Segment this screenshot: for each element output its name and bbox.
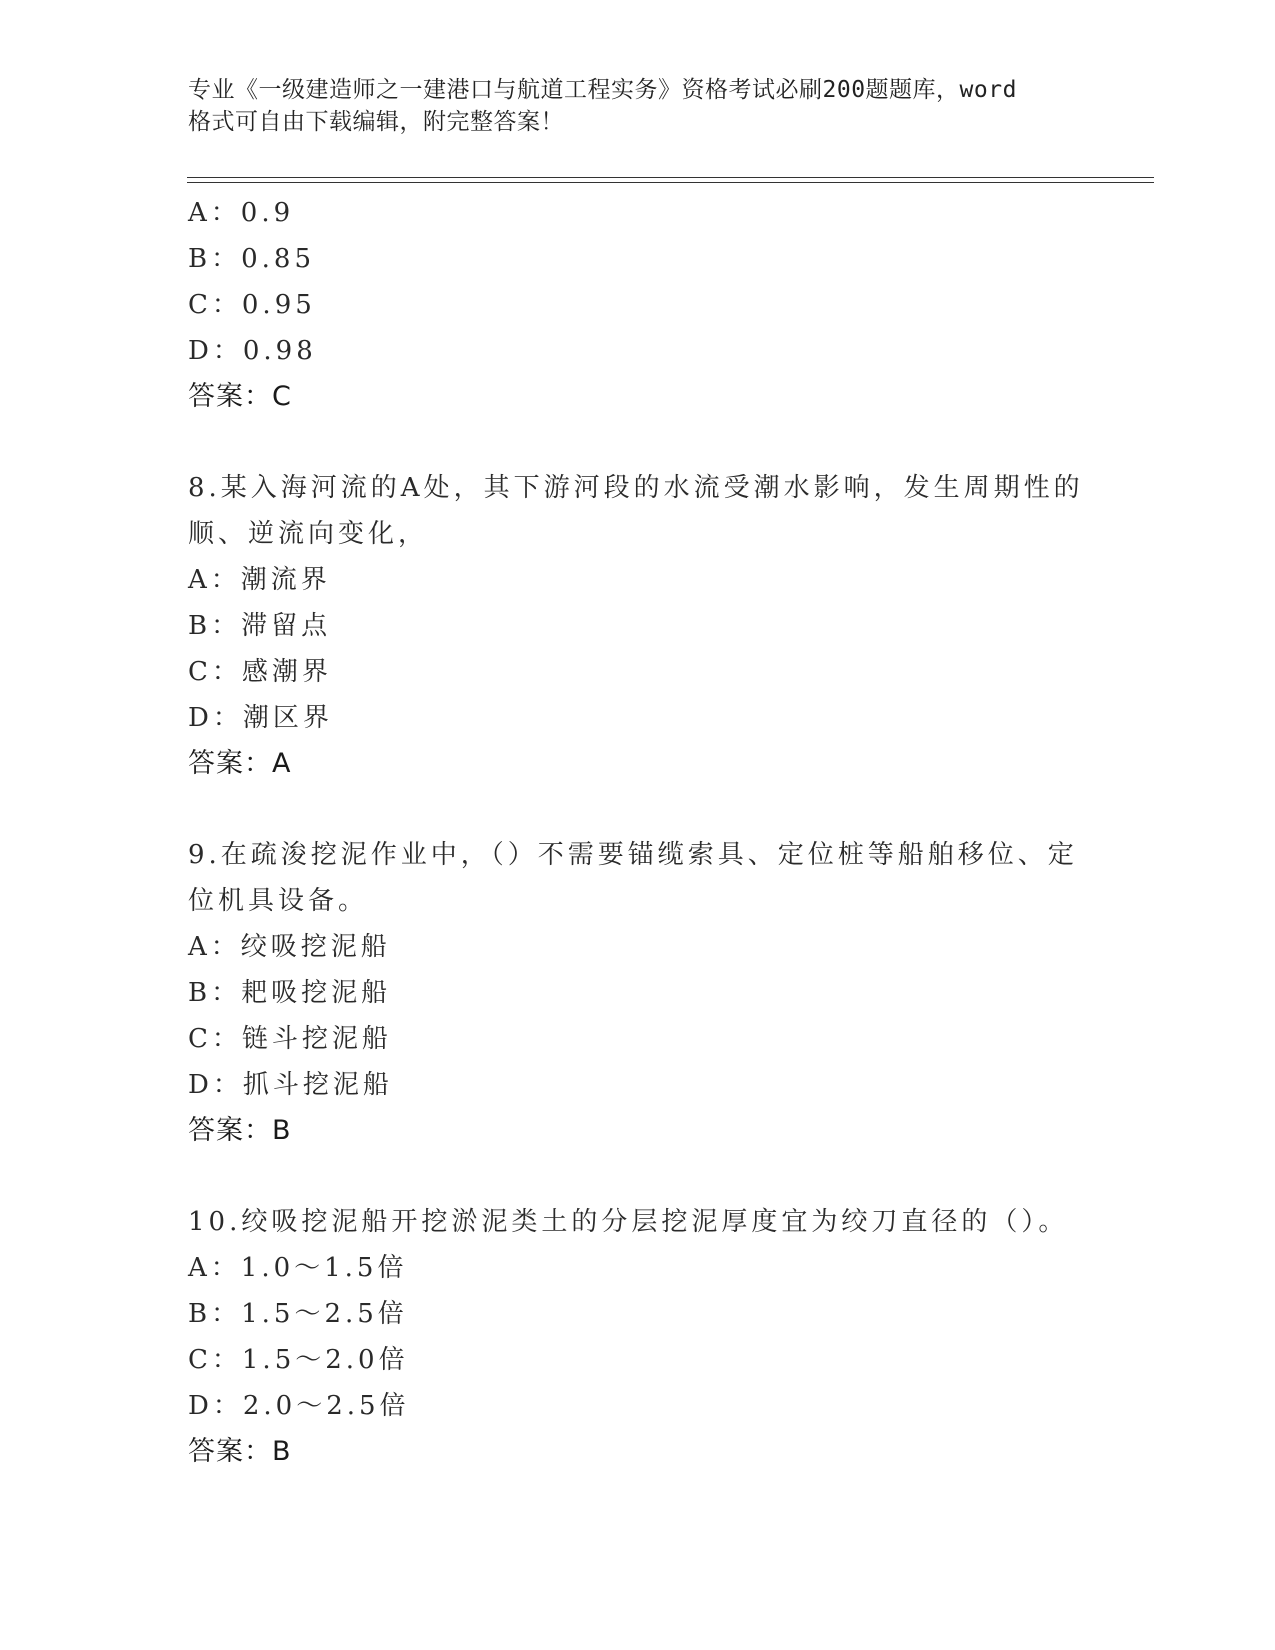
question-10 [188, 1199, 1088, 1475]
option-b: B：0.85 [188, 244, 315, 274]
option-a: A：潮流界 [188, 565, 331, 595]
answer-line: 答案：B [188, 1115, 292, 1146]
option-d: D：抓斗挖泥船 [188, 1070, 393, 1100]
question-stem-line-1: 9.在疏浚挖泥作业中，（）不需要锚缆索具、定位桩等船舶移位、定 [188, 840, 1078, 870]
answer-line: 答案：A [188, 748, 292, 779]
question-stem-line-2: 顺、逆流向变化， [188, 519, 429, 549]
option-c: C：链斗挖泥船 [188, 1024, 392, 1054]
header-divider-top [187, 177, 1154, 178]
option-a: A：1.0～1.5倍 [188, 1253, 408, 1283]
option-b: B：1.5～2.5倍 [188, 1299, 408, 1329]
option-c: C：感潮界 [188, 657, 332, 687]
question-spacer [188, 420, 1088, 465]
question-7-continued [188, 190, 1088, 420]
question-stem-line-1: 10.绞吸挖泥船开挖淤泥类土的分层挖泥厚度宜为绞刀直径的（）。 [188, 1207, 1069, 1237]
option-c: C：0.95 [188, 290, 316, 320]
option-d: D：2.0～2.5倍 [188, 1391, 410, 1421]
question-stem-line-2: 位机具设备。 [188, 886, 369, 916]
option-b: B：耙吸挖泥船 [188, 978, 392, 1008]
question-list [188, 190, 1088, 1475]
answer-line: 答案：B [188, 1436, 292, 1467]
question-stem-line-1: 8.某入海河流的A处，其下游河段的水流受潮水影响，发生周期性的 [188, 473, 1084, 503]
question-spacer [188, 787, 1088, 832]
option-d: D：潮区界 [188, 703, 333, 733]
option-c: C：1.5～2.0倍 [188, 1345, 409, 1375]
header-divider-bottom [187, 182, 1154, 183]
header-title-line-2: 格式可自由下载编辑，附完整答案！ [188, 109, 564, 135]
answer-line: 答案：C [188, 381, 292, 412]
option-a: A：0.9 [188, 198, 295, 228]
option-a: A：绞吸挖泥船 [188, 932, 391, 962]
header-title-line-1: 专业《一级建造师之一建港口与航道工程实务》资格考试必刷200题题库，word [188, 77, 1017, 103]
question-9 [188, 832, 1088, 1154]
question-8 [188, 465, 1088, 787]
question-spacer [188, 1154, 1088, 1199]
option-b: B：滞留点 [188, 611, 332, 641]
document-header [188, 74, 1068, 138]
option-d: D：0.98 [188, 336, 317, 366]
